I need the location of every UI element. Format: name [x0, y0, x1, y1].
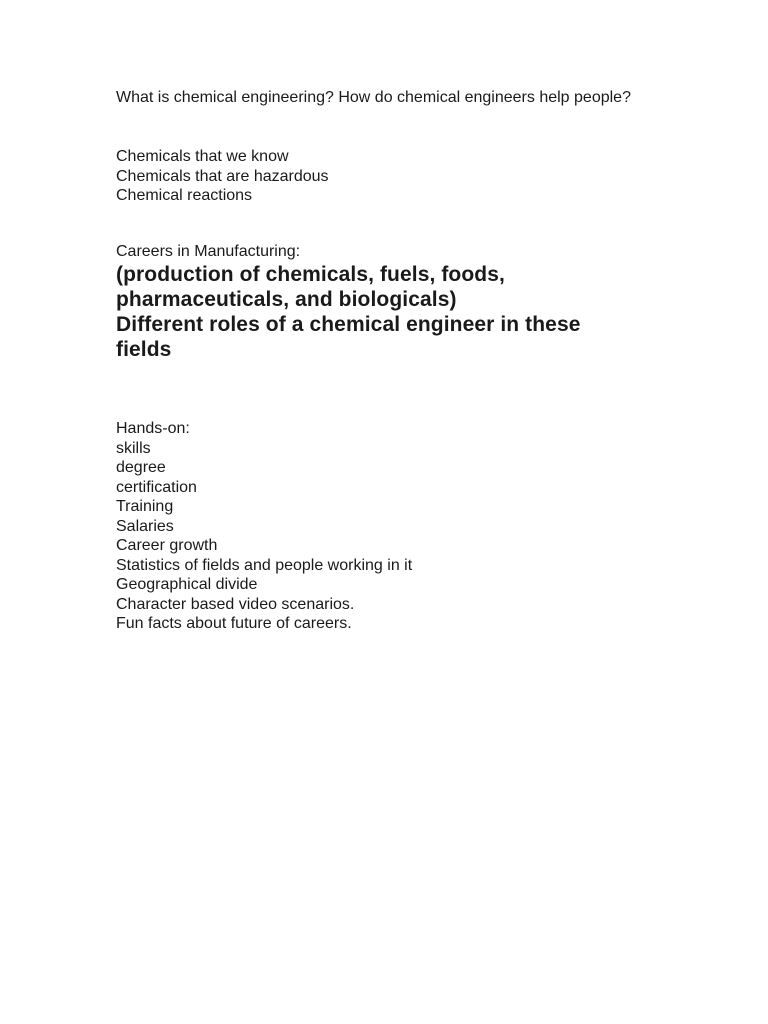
hands-on-item: Salaries: [116, 517, 174, 535]
hands-on-item: certification: [116, 478, 197, 496]
careers-heading: Careers in Manufacturing:: [116, 243, 301, 260]
hands-on-item: Fun facts about future of careers.: [116, 615, 352, 632]
chemicals-item: Chemical reactions: [116, 187, 253, 204]
hands-on-item: Statistics of fields and people working in it: [116, 556, 413, 574]
hands-on-list: [116, 419, 656, 634]
hands-on-item: Character based video scenarios.: [116, 595, 355, 613]
hands-on-item: skills: [116, 439, 151, 457]
chemicals-item: Chemicals that we know: [116, 148, 289, 165]
hands-on-item: Career growth: [116, 537, 218, 554]
intro-question-block: [116, 88, 656, 108]
careers-emphasis-line: fields: [116, 338, 172, 361]
hands-on-heading: Hands-on:: [116, 420, 190, 437]
careers-emphasis-line: (production of chemicals, fuels, foods,: [116, 263, 505, 286]
chemicals-list: [116, 147, 656, 206]
chemicals-item: Chemicals that are hazardous: [116, 167, 329, 185]
careers-emphasis-line: pharmaceuticals, and biologicals): [116, 288, 457, 311]
careers-emphasis: [116, 262, 656, 362]
intro-question: What is chemical engineering? How do chemical engineers help people?: [116, 89, 631, 106]
hands-on-item: Training: [116, 498, 174, 515]
careers-heading-block: [116, 242, 656, 262]
careers-emphasis-line: Different roles of a chemical engineer in these: [116, 313, 581, 336]
hands-on-item: Geographical divide: [116, 576, 258, 593]
hands-on-item: degree: [116, 459, 166, 476]
